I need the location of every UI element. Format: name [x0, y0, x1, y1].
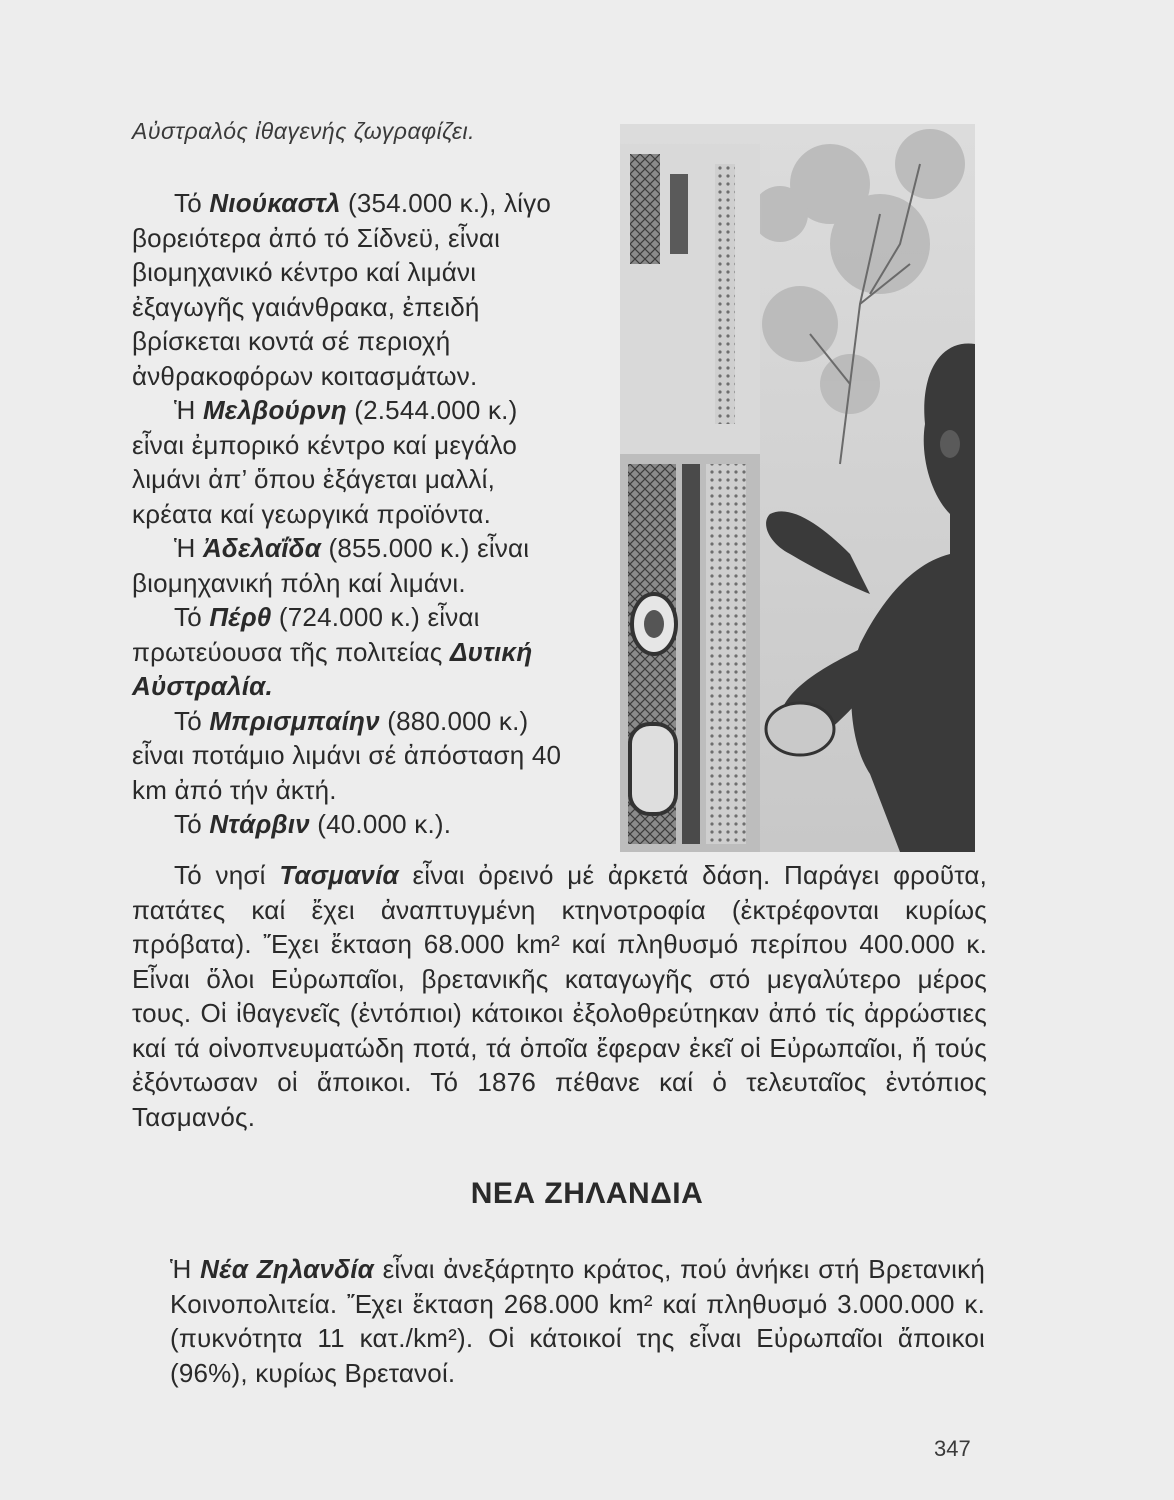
- city-name-melbourne: Μελβούρνη: [202, 395, 347, 425]
- text-run: (2.544.000 κ.) εἶναι ἐμπορικό κέντρο καί μεγάλο λιμάνι ἀπ’ ὅπου ἐξάγεται μαλλί, κρέατα καί γεωργικά προϊόντα.: [132, 395, 518, 529]
- paragraph-brisbane: [132, 704, 562, 808]
- state-name-western-australia: Δυτική Αὐστραλία.: [132, 636, 533, 701]
- city-name-brisbane: Μπρισμπαίην: [209, 705, 380, 736]
- aboriginal-painter-photo: [620, 124, 975, 852]
- section-heading: ΝΕΑ ΖΗΛΑΝΔΙΑ: [470, 1177, 704, 1210]
- paragraph-tasmania: [132, 858, 987, 1134]
- paragraph-new-zealand: [170, 1252, 985, 1390]
- text-run: Ἡ: [174, 533, 203, 563]
- city-name-adelaide: Ἀδελαΐδα: [202, 533, 322, 563]
- text-run: (855.000 κ.) εἶναι βιομηχανική πόλη καί λιμάνι.: [132, 533, 530, 598]
- paragraph-newcastle: [132, 186, 562, 393]
- city-name-perth: Πέρθ: [209, 602, 272, 632]
- text-run: Ἡ: [170, 1254, 201, 1284]
- text-run: Τό: [174, 705, 210, 736]
- paragraph-adelaide: [132, 531, 562, 600]
- text-run: Τό: [174, 602, 210, 632]
- paragraph-perth: [132, 600, 562, 704]
- text-run: Ἡ: [174, 395, 203, 425]
- cities-column: [132, 186, 562, 842]
- text-run: (880.000 κ.) εἶναι ποτάμιο λιμάνι σέ ἀπόσταση 40 km ἀπό τήν ἀκτή.: [132, 705, 562, 805]
- country-name-new-zealand: Νέα Ζηλανδία: [200, 1254, 374, 1284]
- tasmania-paragraph: [132, 858, 987, 1134]
- photo-illustration: [620, 124, 975, 852]
- new-zealand-paragraph: [170, 1252, 985, 1390]
- text-run: (354.000 κ.), λίγο βορειότερα ἀπό τό Σίδνεϋ, εἶναι βιομηχανικό κέντρο καί λιμάνι ἐξαγωγῆς γαιάνθρακα, ἐπειδή βρίσκεται κοντά σέ περιοχή ἀνθρακοφόρων κοιτασμάτων.: [132, 188, 552, 391]
- page-number: 347: [934, 1436, 971, 1461]
- island-name-tasmania: Τασμανία: [279, 860, 399, 890]
- paragraph-darwin: [132, 807, 562, 842]
- text-run: εἶναι ἀνεξάρτητο κράτος, πού ἀνήκει στή Βρετανική Κοινοπολιτεία. Ἔχει ἔκταση 268.000 km² καί πληθυσμό 3.000.000 κ. (πυκνότητα 11 κατ./km²). Οἱ κάτοικοί της εἶναι Εὐρωπαῖοι ἄποικοι (96%), κυρίως Βρετανοί.: [170, 1254, 985, 1388]
- photo-caption: Αὐστραλός ἰθαγενής ζωγραφίζει.: [132, 118, 476, 144]
- text-run: (724.000 κ.) εἶναι πρωτεύουσα τῆς πολιτείας: [132, 602, 480, 667]
- paragraph-melbourne: [132, 393, 562, 531]
- text-run: Τό: [174, 188, 210, 218]
- text-run: Τό: [174, 809, 210, 839]
- text-run: εἶναι ὀρεινό μέ ἀρκετά δάση. Παράγει φροῦτα, πατάτες καί ἔχει ἀναπτυγμένη κτηνοτροφία (ἐκτρέφονται κυρίως πρόβατα). Ἔχει ἔκταση 68.000 km² καί πληθυσμό περίπου 400.000 κ. Εἶναι ὅλοι Εὐρωπαῖοι, βρετανικῆς καταγωγῆς στό μεγαλύτερο μέρος τους. Οἱ ἰθαγενεῖς (ἐντόπιοι) κάτοικοι ἐξολοθρεύτηκαν ἀπό τίς ἀρρώστιες καί τά οἰνοπνευματώδη ποτά, τά ὁποῖα ἔφεραν ἐκεῖ οἱ Εὐρωπαῖοι, ἤ τούς ἐξόντωσαν οἱ ἄποικοι. Τό 1876 πέθανε καί ὁ τελευταῖος ἐντόπιος Τασμανός.: [132, 860, 987, 1132]
- city-name-newcastle: Νιούκαστλ: [209, 188, 341, 218]
- text-run: Τό νησί: [174, 860, 280, 890]
- text-run: (40.000 κ.).: [309, 809, 452, 839]
- city-name-darwin: Ντάρβιν: [209, 809, 310, 839]
